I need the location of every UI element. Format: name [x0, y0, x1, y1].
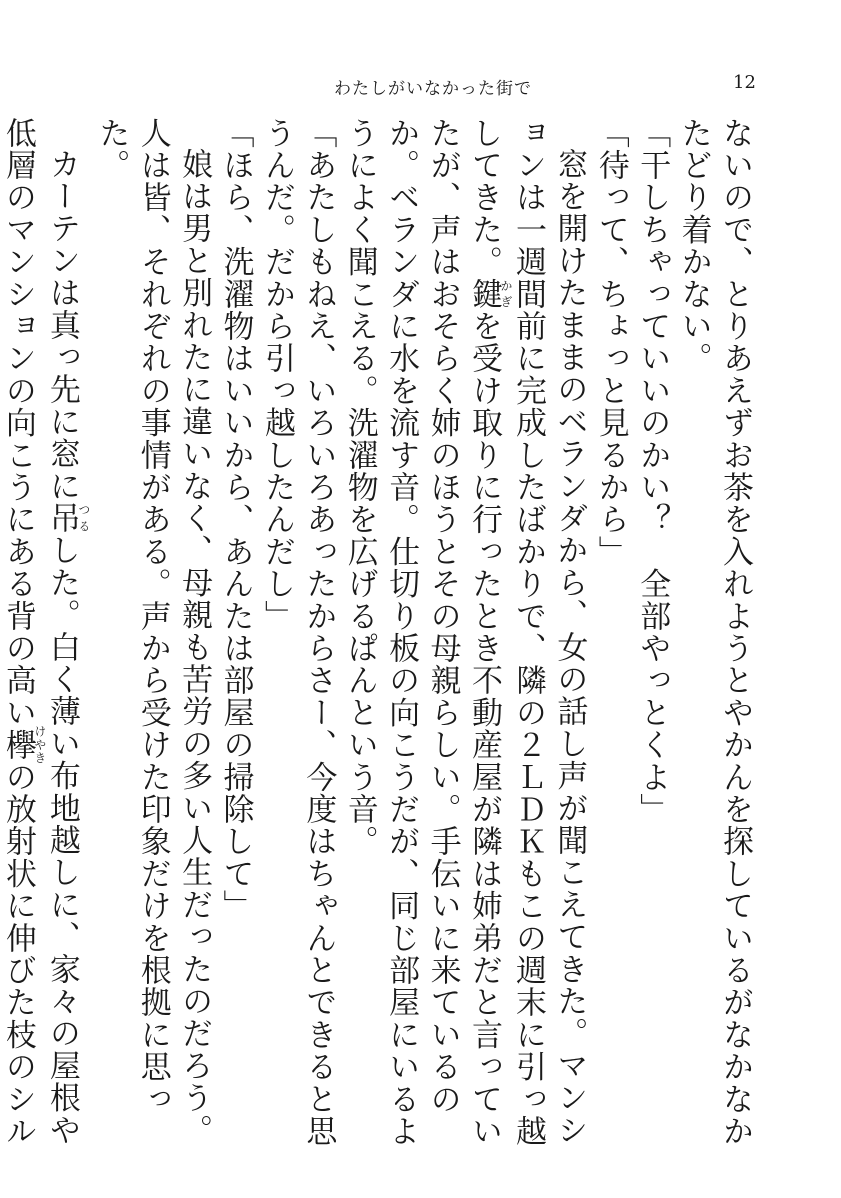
ruby-reading: けやき: [32, 725, 47, 765]
dialogue-line: 「干しちゃっていいのかい？ 全部やっとくよ」: [634, 117, 671, 826]
text-run: カーテンは真っ先に窓に: [43, 148, 80, 503]
text-run: を受け取りに行ったとき不動産屋が隣は姉弟だと言っていたが、声はおそらく姉のほうとその母親らしい。手伝いに来ているのか。ベランダに水を流す音。仕切り板の向こうだが、同じ部屋にいるようによく聞こえる。洗濯物を広げるぱんという音。: [341, 117, 502, 1148]
paragraph: [0, 117, 90, 1157]
ruby-base: 吊: [43, 502, 80, 535]
ruby-base: 鍵: [465, 278, 502, 311]
ruby-reading: かぎ: [498, 278, 513, 311]
paragraph: 娘は男と別れたに違いなく、母親も苦労の多い人生だったのだろう。人は皆、それぞれの事情がある。声から受けた印象だけを根拠に思った。: [93, 117, 213, 1147]
running-title: わたしがいなかった街で: [334, 79, 532, 99]
dialogue-line: 「待って、ちょっと見るから」: [592, 117, 629, 568]
paragraph: [338, 117, 589, 1157]
dialogue-line: 「ほら、洗濯物はいいから、あんたは部屋の掃除して」: [217, 117, 254, 922]
text-run: した。白く薄い布地越しに、家々の屋根や低層のマンションの向こうにある背の高い: [0, 117, 80, 1147]
paragraph-continuation: ないので、とりあえずお茶を入れようとやかんを探しているがなかなかたどり着かない。: [675, 117, 753, 1148]
ruby-word: [0, 725, 47, 765]
ruby-word: [43, 502, 91, 535]
text-run: 窓を開けたままのベランダから、女の話し声が聞こえてきた。マンションは一週間前に完成したばかりで、隣の２ＬＤＫもこの週末に引っ越してきた。: [465, 117, 588, 1148]
body-text: [0, 117, 755, 1157]
ruby-word: [465, 278, 513, 311]
dialogue-line: 「あたしもねえ、いろいろあったからさー、今度はちゃんとできると思うんだ。だから引っ越したんだし」: [258, 117, 337, 1148]
page-number: 12: [733, 72, 756, 93]
text-run: の放射状に伸びた枝のシル: [0, 761, 36, 1148]
ruby-reading: つる: [76, 502, 91, 535]
ruby-base: 欅: [0, 725, 36, 765]
